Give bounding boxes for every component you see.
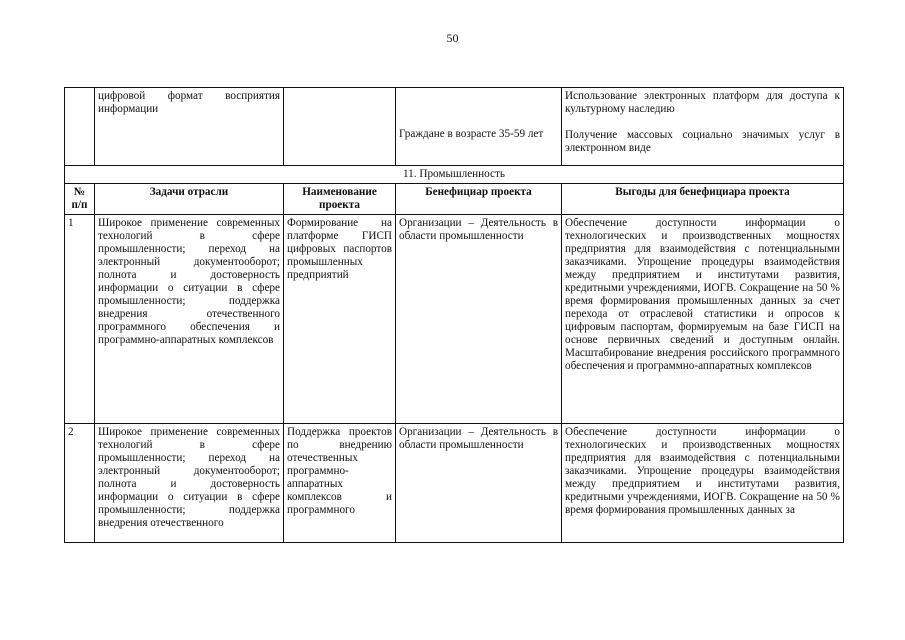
table-row (65, 215, 844, 424)
benefit-line-heritage: Использование электронных платформ для доступа к культурному наследию (565, 90, 840, 115)
continuation-num-cell (65, 88, 95, 166)
section-title: 11. Промышленность (65, 166, 844, 184)
row-task-text: Широкое применение современных технологий в сфере промышленности; переход на электронный документооборот; полнота и достоверность информации о ситуации в сфере промышленности; поддержка внедрения отечественного (98, 426, 280, 529)
row-num: 1 (65, 215, 95, 424)
continuation-task-cell: цифровой формат восприятия информации (95, 88, 284, 166)
row-project (284, 424, 396, 543)
header-beneficiary: Бенефициар проекта (396, 184, 562, 215)
row-project-text: Поддержка проектов по внедрению отечественных программно-аппаратных комплексов и программного (287, 426, 392, 516)
header-project: Наименование проекта (284, 184, 396, 215)
continuation-benefits-cell (562, 88, 844, 166)
row-task (95, 424, 284, 543)
header-num: № п/п (65, 184, 95, 215)
header-benefits: Выгоды для бенефициара проекта (562, 184, 844, 215)
industry-table (64, 87, 844, 543)
benefit-line-services: Получение массовых социально значимых услуг в электронном виде (565, 129, 840, 154)
continuation-beneficiary-cell: Граждане в возрасте 35-59 лет (396, 88, 562, 166)
row-project: Формирование на платформе ГИСП цифровых паспортов промышленных предприятий (284, 215, 396, 424)
row-task: Широкое применение современных технологий в сфере промышленности; переход на электронный документооборот; полнота и достоверность информации о ситуации в сфере промышленности; поддержка внедрения отечественного программного обеспечения и программно-аппаратных комплексов (95, 215, 284, 424)
row-benefit: Обеспечение доступности информации о технологических и производственных мощностях предприятия для взаимодействия с потенциальными заказчиками. Упрощение процедуры взаимодействия между предприятием и институтами развития, кредитными учреждениями, ИОГВ. Сокращение на 50 % время формирования промышленных данных за счет перехода от отраслевой статистики и опросов к цифровым паспортам, формируемым на базе ГИСП на основе первичных сведений и доступным онлайн. Масштабирование внедрения российского программного обеспечения и программно-аппаратных комплексов (562, 215, 844, 424)
continuation-project-cell (284, 88, 396, 166)
row-beneficiary: Организации – Деятельность в области промышленности (396, 215, 562, 424)
row-benefit (562, 424, 844, 543)
table-row (65, 424, 844, 543)
continuation-row (65, 88, 844, 166)
section-row (65, 166, 844, 184)
row-num: 2 (65, 424, 95, 543)
page-number: 50 (446, 31, 459, 45)
row-beneficiary: Организации – Деятельность в области промышленности (396, 424, 562, 543)
row-benefit-text: Обеспечение доступности информации о технологических и производственных мощностях предприятия для взаимодействия с потенциальными заказчиками. Упрощение процедуры взаимодействия между предприятием и институтами развития, кредитными учреждениями, ИОГВ. Сокращение на 50 % время формирования промышленных данных за (565, 426, 840, 516)
header-row (65, 184, 844, 215)
header-tasks: Задачи отрасли (95, 184, 284, 215)
